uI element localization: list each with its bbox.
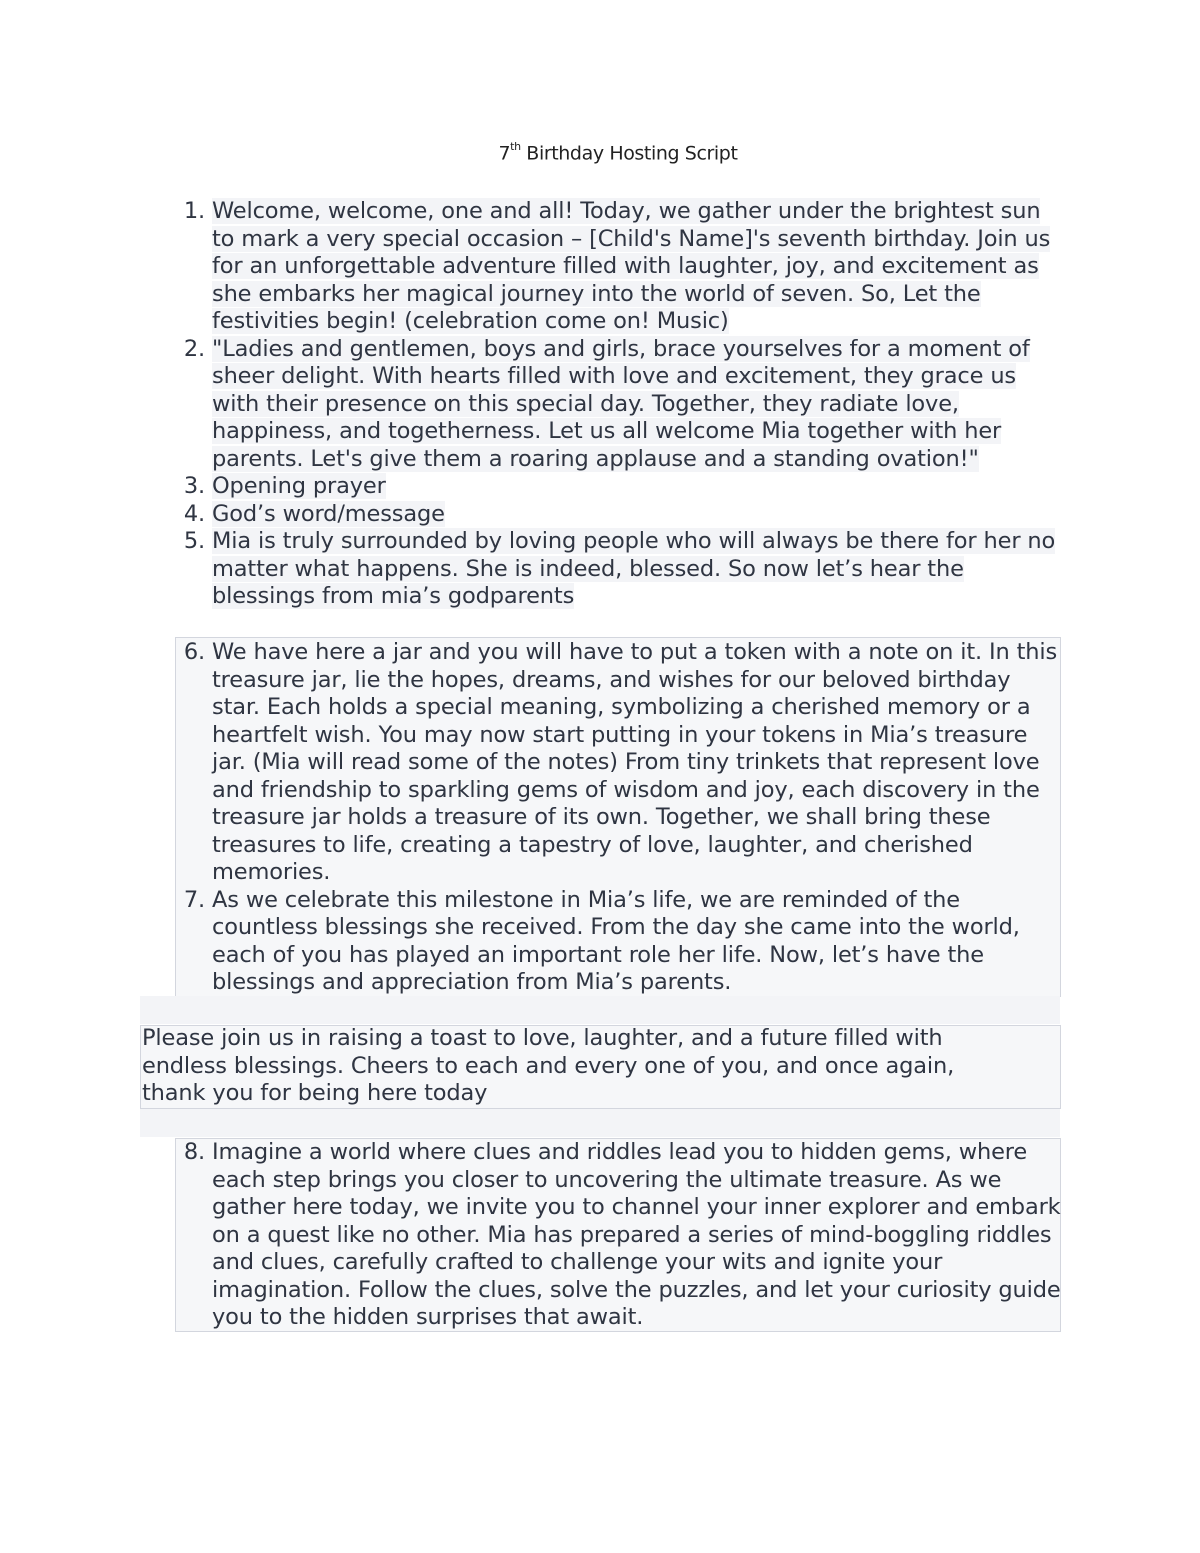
document-title — [0, 142, 1200, 164]
list-number: 5. — [183, 528, 205, 554]
list-item-text: Mia is truly surrounded by loving people who will always be there for her no matter what happens. She is indeed, blessed. So now let’s hear the blessings from mia’s godparents — [212, 528, 1056, 609]
list-item-1 — [175, 198, 1065, 336]
list-item-4 — [175, 501, 1065, 529]
script-list-part-3 — [175, 1139, 1065, 1332]
list-item-text: Opening prayer — [212, 473, 386, 499]
spacer-band-1 — [140, 996, 1060, 1024]
list-number: 8. — [183, 1139, 205, 1165]
list-item-text: Welcome, welcome, one and all! Today, we gather under the brightest sun to mark a very special occasion – [Child's Name]'s seventh birthday. Join us for an unforgettable adventure filled with laughter, joy, and excitement as she embarks her magical journey into the world of seven. So, Let the festivities begin! (celebration come on! Music) — [212, 198, 1051, 334]
list-item-text: "Ladies and gentlemen, boys and girls, brace yourselves for a moment of sheer delight. With hearts filled with love and excitement, they grace us with their presence on this special day. Together, they radiate love, happiness, and togetherness. Let us all welcome Mia together with her parents. Let's give them a roaring applause and a standing ovation!" — [212, 335, 1030, 472]
list-number: 4. — [183, 500, 205, 527]
title-text: Birthday Hosting Script — [520, 142, 738, 165]
list-item-6 — [175, 639, 1065, 887]
list-number: 3. — [183, 473, 205, 499]
list-item-2 — [175, 336, 1065, 474]
spacer-band-2 — [140, 1109, 1060, 1137]
list-number: 2. — [183, 335, 205, 362]
list-number: 6. — [183, 639, 205, 665]
list-number: 7. — [183, 886, 205, 913]
list-item-text: As we celebrate this milestone in Mia’s life, we are reminded of the countless blessings she received. From the day she came into the world, each of you has played an important role her life. Now, let’s have the blessings and appreciation from Mia’s parents. — [212, 886, 1020, 995]
script-list-part-2 — [175, 639, 1065, 997]
list-item-7 — [175, 887, 1065, 997]
title-superscript: th — [510, 140, 521, 153]
list-item-text: God’s word/message — [212, 500, 445, 527]
list-item-5 — [175, 528, 1065, 611]
list-item-text: Imagine a world where clues and riddles lead you to hidden gems, where each step brings you closer to uncovering the ultimate treasure. As we gather here today, we invite you to channel your inner explorer and embark on a quest like no other. Mia has prepared a series of mind-boggling riddles and clues, carefully crafted to challenge your wits and ignite your imagination. Follow the clues, solve the puzzles, and let your curiosity guide you to the hidden surprises that await. — [212, 1139, 1061, 1330]
list-item-text: We have here a jar and you will have to put a token with a note on it. In this treasure jar, lie the hopes, dreams, and wishes for our beloved birthday star. Each holds a special meaning, symbolizing a cherished memory or a heartfelt wish. You may now start putting in your tokens in Mia’s treasure jar. (Mia will read some of the notes) From tiny trinkets that represent love and friendship to sparkling gems of wisdom and joy, each discovery in the treasure jar holds a treasure of its own. Together, we shall bring these treasures to life, creating a tapestry of love, laughter, and cherished memories. — [212, 639, 1058, 885]
script-list-part-1 — [175, 198, 1065, 611]
list-item-3 — [175, 473, 1065, 501]
toast-paragraph — [142, 1025, 1022, 1108]
list-number: 1. — [183, 198, 205, 224]
toast-text: Please join us in raising a toast to love, laughter, and a future filled with endless blessings. Cheers to each and every one of you, and once again, thank you for being here today — [142, 1025, 955, 1106]
title-prefix: 7 — [498, 142, 511, 165]
list-item-8 — [175, 1139, 1065, 1332]
